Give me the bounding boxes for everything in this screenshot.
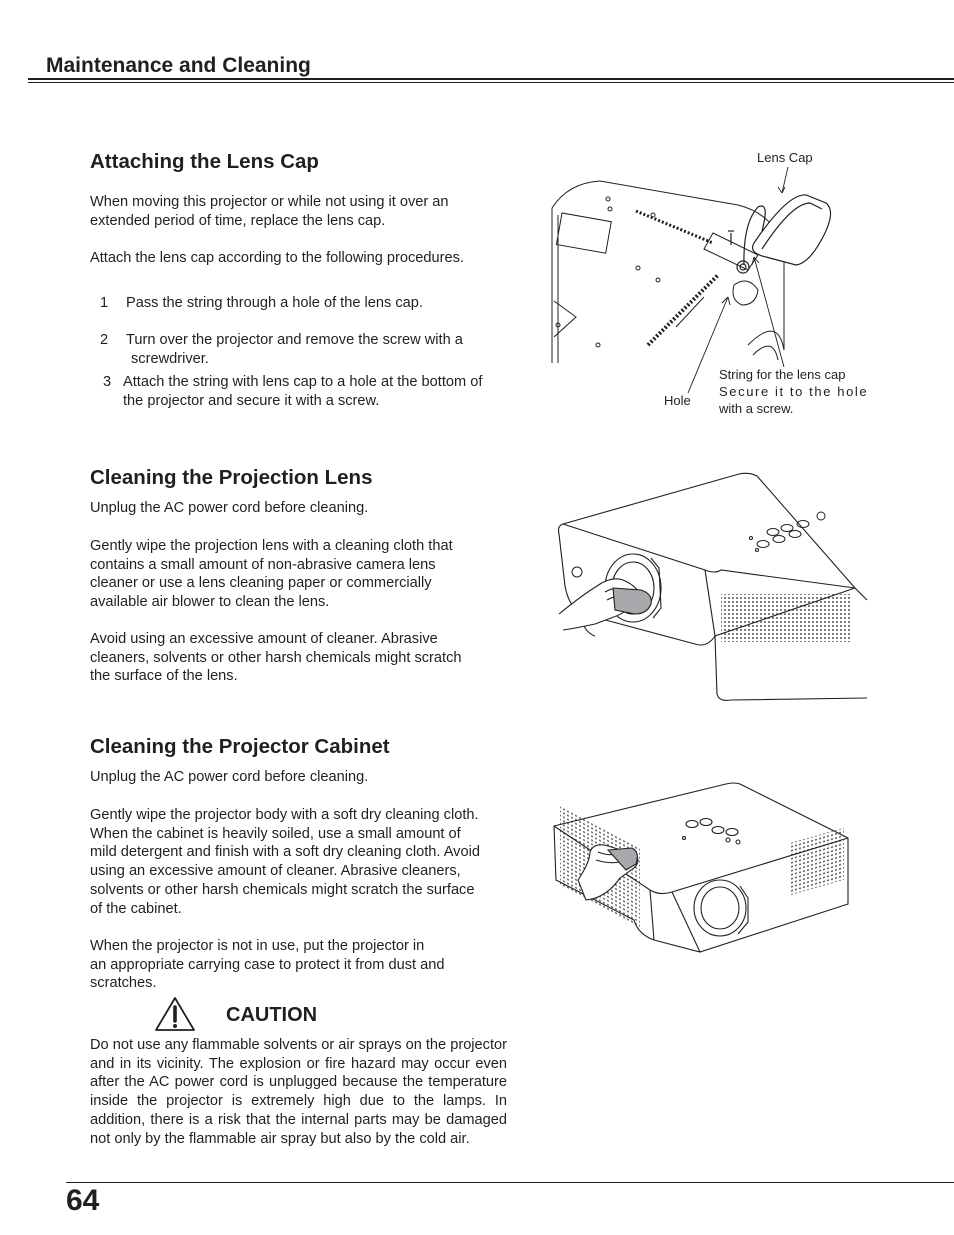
label-string-line1: String for the lens cap [719, 367, 846, 382]
lens-p3-line: the surface of the lens. [90, 668, 238, 685]
step-3-text-line2: the projector and secure it with a screw. [123, 392, 380, 409]
cabinet-p2-line: of the cabinet. [90, 900, 182, 917]
step-2-text-line1: Turn over the projector and remove the screw with a [126, 332, 463, 348]
lens-p3-line: cleaners, solvents or other harsh chemicals might scratch [90, 649, 462, 666]
lens-p2-line: Gently wipe the projection lens with a cleaning cloth that [90, 538, 453, 554]
lens-cleaning-p3 [90, 630, 510, 686]
vent-grille [721, 594, 851, 642]
step-1 [100, 294, 423, 313]
lens-cap-heading: Attaching the Lens Cap [90, 150, 319, 173]
cabinet-p2-line: using an excessive amount of cleaner. Abrasive cleaners, [90, 863, 461, 880]
lens-p2-line: contains a small amount of non-abrasive camera lens [90, 556, 436, 573]
lens-p3-line: Avoid using an excessive amount of cleaner. Abrasive [90, 631, 438, 647]
label-string-line2: Secure it to the hole [719, 384, 869, 399]
warning-icon [154, 996, 196, 1032]
step-3-text-line1: Attach the string with lens cap to a hole at the bottom of [123, 374, 483, 390]
lens-cleaning-heading: Cleaning the Projection Lens [90, 466, 373, 489]
lens-cap-instruction: Attach the lens cap according to the following procedures. [90, 250, 464, 266]
step-3-number: 3 [103, 374, 112, 390]
lens-cleaning-p1: Unplug the AC power cord before cleaning. [90, 500, 369, 516]
step-1-text: Pass the string through a hole of the lens cap. [126, 295, 423, 311]
cabinet-p3-line: scratches. [90, 975, 157, 992]
header-rule [28, 78, 954, 80]
cabinet-p3-line: When the projector is not in use, put the projector in [90, 938, 425, 954]
lens-cap-intro: When moving this projector or while not using it over an extended period of time, replace the lens cap. [90, 194, 449, 229]
caution-label: CAUTION [226, 1004, 318, 1026]
page-number: 64 [66, 1184, 100, 1217]
cabinet-p2-line: Gently wipe the projector body with a soft dry cleaning cloth. [90, 807, 479, 823]
lens-cleaning-p2 [90, 537, 510, 612]
cabinet-cleaning-illustration [550, 780, 855, 960]
lens-p2-line: cleaner or use a lens cleaning paper or commercially [90, 575, 432, 592]
cabinet-p2-line: mild detergent and finish with a soft dry cleaning cloth. Avoid [90, 844, 480, 861]
cabinet-p2-line: solvents or other harsh chemicals might scratch the surface [90, 881, 475, 898]
lens-cleaning-illustration [555, 468, 870, 708]
step-1-number: 1 [100, 295, 109, 311]
step-3 [103, 373, 482, 410]
step-2-text-line2: screwdriver. [131, 350, 209, 367]
cabinet-cleaning-p1: Unplug the AC power cord before cleaning. [90, 769, 369, 785]
label-string-line3: with a screw. [719, 401, 794, 416]
header-rule-thin [28, 82, 954, 83]
cabinet-p3-line: an appropriate carrying case to protect it from dust and [90, 956, 445, 973]
cabinet-cleaning-p3 [90, 937, 510, 993]
page-header-title: Maintenance and Cleaning [46, 54, 311, 77]
label-lens-cap: Lens Cap [757, 150, 813, 165]
caution-text: Do not use any flammable solvents or air sprays on the projector and in its vicinity. The explosion or fire hazard may occur even after the AC power cord is unplugged because the temperature inside the projector is extremely high due to the lamps. In addition, there is a risk that the internal parts may be damaged not only by the flammable air spray but also by the cold air. [90, 1037, 507, 1147]
lens-p2-line: available air blower to clean the lens. [90, 594, 330, 611]
cabinet-cleaning-p2 [90, 806, 510, 918]
cabinet-p2-line: When the cabinet is heavily soiled, use a small amount of [90, 825, 461, 842]
step-2-number: 2 [100, 332, 109, 348]
label-hole: Hole [664, 393, 691, 408]
step-2 [100, 331, 463, 368]
footer-rule [66, 1182, 954, 1183]
cabinet-cleaning-heading: Cleaning the Projector Cabinet [90, 735, 390, 758]
